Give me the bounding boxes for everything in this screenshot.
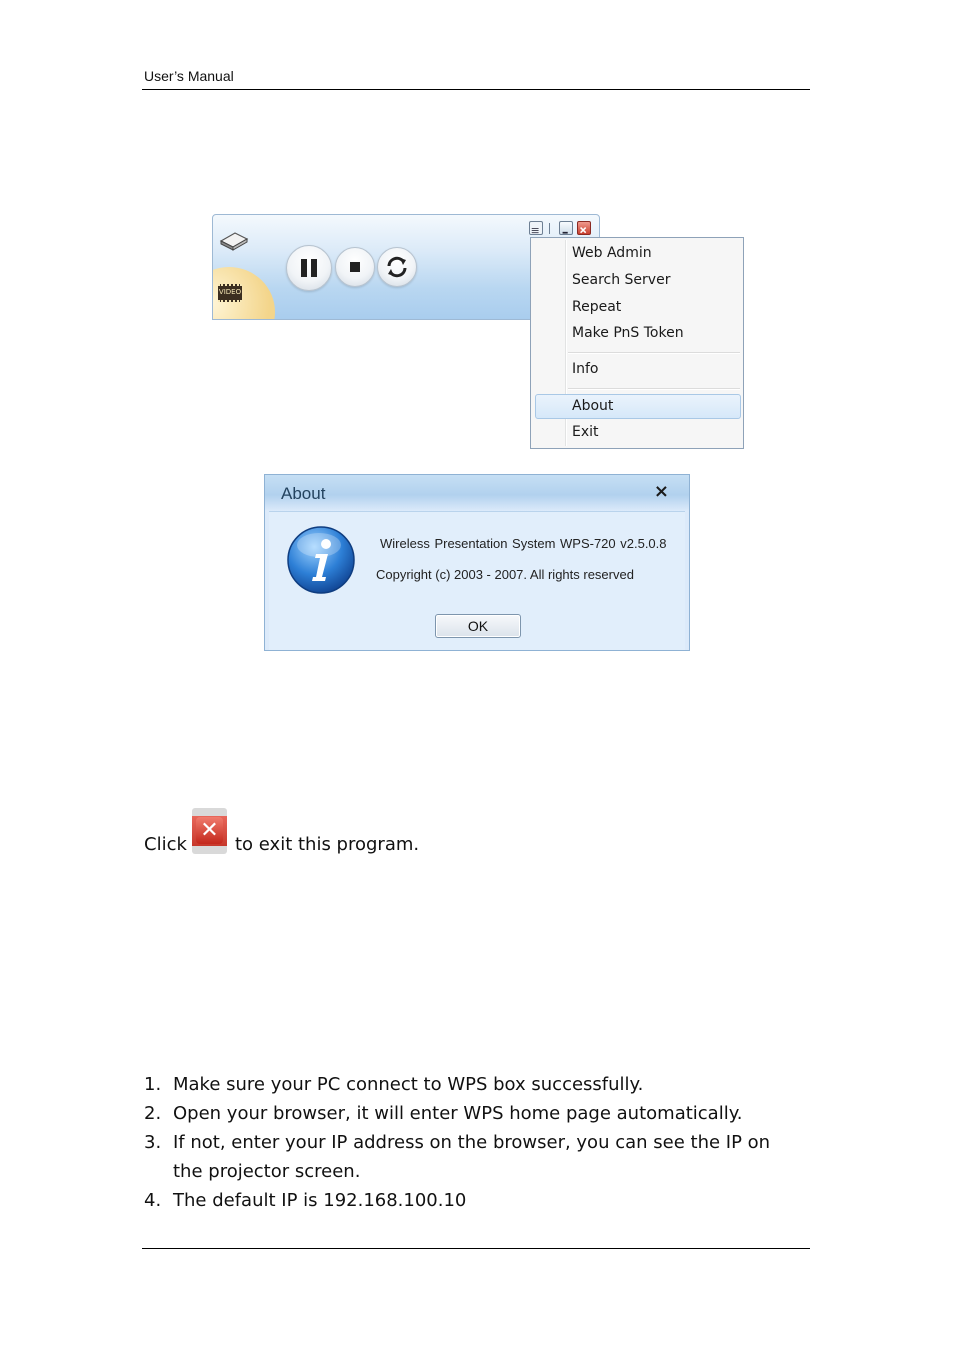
menu-item-about[interactable]: About bbox=[572, 398, 614, 414]
list-number: 2. bbox=[144, 1103, 162, 1124]
controls-divider bbox=[549, 223, 550, 234]
list-number: 1. bbox=[144, 1074, 162, 1095]
menu-item-highlight bbox=[535, 394, 741, 419]
list-number: 3. bbox=[144, 1132, 162, 1153]
pause-button[interactable] bbox=[286, 245, 332, 291]
window-controls bbox=[527, 221, 599, 237]
menu-item-web-admin[interactable]: Web Admin bbox=[572, 245, 652, 261]
list-item bbox=[144, 1128, 804, 1186]
refresh-button[interactable] bbox=[377, 247, 417, 287]
minimize-icon[interactable] bbox=[559, 221, 573, 235]
close-icon bbox=[192, 808, 227, 854]
menu-icon[interactable] bbox=[529, 221, 543, 235]
ok-button[interactable]: OK bbox=[435, 614, 521, 638]
menu-lines-icon bbox=[530, 225, 542, 237]
list-text: Open your browser, it will enter WPS home page automatically. bbox=[173, 1103, 743, 1124]
dialog-body bbox=[269, 511, 685, 650]
instruction-text: Click bbox=[144, 834, 187, 855]
footer-rule bbox=[142, 1248, 810, 1249]
list-item bbox=[144, 1186, 804, 1215]
menu-item-info[interactable]: Info bbox=[572, 361, 599, 377]
close-x-icon: ✕ bbox=[196, 817, 223, 844]
product-info-text: Wireless Presentation System WPS-720 v2.5.0.8 bbox=[380, 536, 667, 551]
menu-item-repeat[interactable]: Repeat bbox=[572, 299, 622, 315]
list-item bbox=[144, 1070, 804, 1099]
list-number: 4. bbox=[144, 1190, 162, 1211]
list-item bbox=[144, 1099, 804, 1128]
refresh-icon bbox=[378, 248, 416, 286]
close-x-icon bbox=[578, 225, 590, 237]
dialog-title: About bbox=[281, 484, 326, 503]
video-mode-icon[interactable]: VIDEO bbox=[218, 284, 242, 302]
menu-separator bbox=[568, 352, 740, 354]
steps-list bbox=[144, 1070, 804, 1215]
header-rule bbox=[142, 89, 810, 90]
info-icon bbox=[286, 525, 356, 595]
copyright-text: Copyright (c) 2003 - 2007. All rights reserved bbox=[376, 567, 634, 582]
menu-item-exit[interactable]: Exit bbox=[572, 424, 599, 440]
menu-separator bbox=[568, 388, 740, 390]
stop-button[interactable] bbox=[335, 247, 375, 287]
pause-icon bbox=[287, 246, 331, 290]
about-dialog bbox=[264, 474, 690, 651]
list-text: Make sure your PC connect to WPS box successfully. bbox=[173, 1074, 644, 1095]
running-header: User’s Manual bbox=[144, 68, 234, 84]
minimize-bar-icon bbox=[560, 225, 572, 237]
close-icon[interactable] bbox=[577, 221, 591, 235]
instruction-text: to exit this program. bbox=[235, 834, 420, 855]
menu-item-search-server[interactable]: Search Server bbox=[572, 272, 671, 288]
toolbar-context-menu bbox=[530, 237, 744, 449]
menu-item-make-pns-token[interactable]: Make PnS Token bbox=[572, 325, 684, 341]
projector-icon bbox=[219, 229, 249, 251]
list-text: If not, enter your IP address on the browser, you can see the IP on the projector screen. bbox=[173, 1132, 771, 1182]
stop-icon bbox=[336, 248, 374, 286]
close-icon[interactable]: × bbox=[653, 481, 669, 502]
list-text: The default IP is 192.168.100.10 bbox=[173, 1190, 467, 1211]
